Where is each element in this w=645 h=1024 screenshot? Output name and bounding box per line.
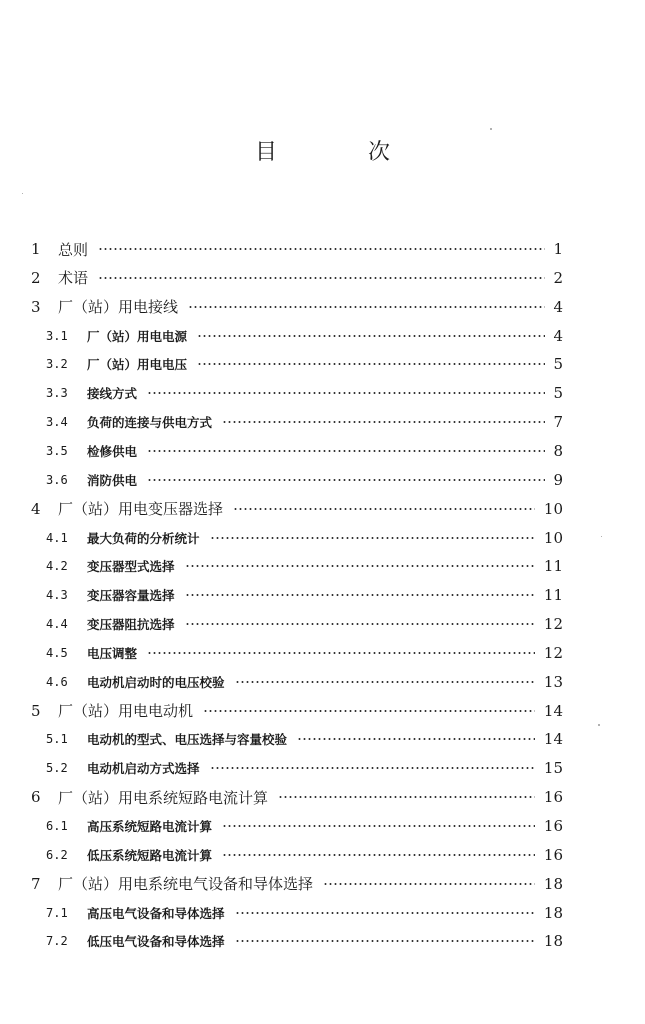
toc-entry-page: 11 [543, 586, 563, 605]
toc-entry-page: 12 [543, 615, 563, 634]
toc-entry-label: 低压系统短路电流计算 [87, 847, 213, 863]
toc-dot-leader [203, 710, 535, 712]
toc-entry-number: 2 [31, 268, 41, 287]
toc-section-row[interactable] [0, 640, 645, 666]
toc-section-row[interactable] [0, 553, 645, 579]
toc-dot-leader [210, 537, 535, 539]
toc-entry-label: 最大负荷的分析统计 [87, 530, 200, 546]
toc-dot-leader [278, 796, 535, 798]
toc-chapter-row[interactable] [0, 265, 645, 291]
toc-section-row[interactable] [0, 409, 645, 435]
toc-entry-page: 18 [543, 874, 563, 893]
toc-dot-leader [222, 421, 545, 423]
toc-dot-leader [197, 335, 545, 337]
toc-entry-page: 13 [543, 672, 563, 691]
toc-entry-page: 11 [543, 557, 563, 576]
toc-entry-label: 消防供电 [87, 472, 138, 488]
toc-entry-number: 3.5 [46, 443, 68, 458]
toc-dot-leader [147, 652, 535, 654]
toc-dot-leader [197, 363, 545, 365]
toc-entry-label: 厂（站）用电电压 [87, 357, 188, 373]
toc-entry-number: 4.5 [46, 645, 68, 660]
toc-entry-number: 6.2 [46, 847, 68, 862]
toc-entry-label: 负荷的连接与供电方式 [87, 415, 213, 431]
toc-entry-number: 6 [31, 788, 41, 807]
toc-dot-leader [185, 565, 535, 567]
toc-entry-label: 接线方式 [87, 386, 138, 402]
toc-section-row[interactable] [0, 351, 645, 377]
toc-dot-leader [210, 767, 535, 769]
toc-entry-page: 14 [543, 730, 563, 749]
toc-entry-label: 变压器型式选择 [87, 559, 175, 575]
toc-dot-leader [188, 306, 545, 308]
toc-section-row[interactable] [0, 380, 645, 406]
toc-section-row[interactable] [0, 755, 645, 781]
toc-dot-leader [185, 594, 535, 596]
toc-entry-label: 厂（站）用电电源 [87, 328, 188, 344]
scan-speck [598, 724, 600, 726]
toc-entry-page: 8 [553, 441, 563, 460]
toc-entry-number: 5.1 [46, 732, 68, 747]
toc-entry-number: 4.6 [46, 674, 68, 689]
scan-speck [490, 128, 492, 130]
toc-entry-label: 高压系统短路电流计算 [87, 819, 213, 834]
toc-dot-leader [98, 248, 545, 250]
toc-section-row[interactable] [0, 726, 645, 752]
toc-entry-number: 3.6 [46, 472, 68, 487]
toc-dot-leader [235, 912, 535, 914]
toc-entry-page: 7 [553, 413, 563, 432]
toc-entry-page: 15 [543, 759, 563, 778]
toc-dot-leader [185, 623, 535, 625]
scan-speck [601, 536, 602, 537]
toc-entry-page: 5 [553, 355, 563, 374]
toc-entry-page: 10 [543, 499, 563, 518]
toc-entry-page: 12 [543, 643, 563, 662]
toc-entry-number: 3.3 [46, 386, 68, 401]
toc-entry-label: 电动机启动时的电压校验 [87, 674, 225, 690]
toc-entry-number: 4.4 [46, 617, 68, 632]
toc-entry-label: 厂（站）用电系统电气设备和导体选择 [58, 875, 314, 894]
toc-chapter-row[interactable] [0, 784, 645, 810]
toc-entry-number: 4.2 [46, 559, 68, 574]
toc-entry-label: 电动机的型式、电压选择与容量校验 [87, 732, 288, 748]
toc-dot-leader [147, 450, 545, 452]
toc-entry-number: 3.4 [46, 415, 68, 430]
toc-section-row[interactable] [0, 813, 645, 839]
toc-entry-number: 5 [31, 701, 41, 720]
toc-entry-number: 4.3 [46, 588, 68, 603]
toc-entry-page: 14 [543, 701, 563, 720]
toc-entry-label: 变压器容量选择 [87, 588, 175, 604]
page-title: 目 次 [255, 140, 432, 165]
toc-section-row[interactable] [0, 842, 645, 868]
toc-dot-leader [233, 508, 535, 510]
toc-chapter-row[interactable] [0, 698, 645, 724]
toc-entry-page: 4 [553, 297, 563, 316]
toc-entry-label: 变压器阻抗选择 [87, 617, 175, 633]
toc-dot-leader [98, 277, 545, 279]
toc-entry-number: 7.2 [46, 934, 68, 949]
toc-dot-leader [222, 825, 535, 827]
toc-entry-page: 4 [553, 326, 563, 345]
toc-dot-leader [297, 738, 535, 740]
toc-section-row[interactable] [0, 438, 645, 464]
toc-entry-page: 18 [543, 903, 563, 922]
toc-entry-label: 高压电气设备和导体选择 [87, 905, 225, 921]
toc-section-row[interactable] [0, 582, 645, 608]
toc-dot-leader [235, 681, 535, 683]
toc-entry-label: 低压电气设备和导体选择 [87, 934, 225, 950]
toc-section-row[interactable] [0, 467, 645, 493]
toc-entry-label: 检修供电 [87, 443, 138, 459]
toc-entry-label: 总则 [58, 240, 89, 259]
toc-entry-label: 厂（站）用电变压器选择 [58, 500, 224, 519]
toc-dot-leader [235, 940, 535, 942]
toc-chapter-row[interactable] [0, 496, 645, 522]
toc-entry-label: 厂（站）用电系统短路电流计算 [58, 788, 269, 807]
toc-section-row[interactable] [0, 323, 645, 349]
toc-entry-label: 电动机启动方式选择 [87, 761, 200, 777]
toc-entry-number: 6.1 [46, 819, 68, 833]
scan-speck [22, 193, 23, 194]
toc-entry-number: 3 [31, 297, 41, 316]
toc-entry-page: 18 [543, 932, 563, 951]
toc-entry-number: 4.1 [46, 530, 68, 545]
toc-entry-page: 16 [543, 845, 563, 864]
toc-chapter-row[interactable] [0, 294, 645, 320]
toc-dot-leader [147, 479, 545, 481]
toc-entry-page: 16 [543, 788, 563, 807]
toc-entry-page: 5 [553, 384, 563, 403]
toc-entry-page: 1 [553, 240, 563, 258]
toc-dot-leader [222, 854, 535, 856]
toc-entry-number: 7 [31, 874, 41, 893]
toc-section-row[interactable] [0, 669, 645, 695]
toc-entry-number: 4 [31, 499, 41, 518]
toc-section-row[interactable] [0, 900, 645, 926]
toc-entry-number: 1 [31, 240, 41, 258]
toc-entry-number: 3.1 [46, 328, 68, 343]
toc-entry-number: 7.1 [46, 905, 68, 920]
toc-entry-label: 术语 [58, 269, 89, 288]
toc-entry-page: 9 [553, 470, 563, 489]
toc-dot-leader [147, 392, 545, 394]
toc-chapter-row[interactable] [0, 236, 645, 262]
toc-section-row[interactable] [0, 525, 645, 551]
toc-entry-label: 厂（站）用电电动机 [58, 702, 194, 721]
toc-entry-page: 10 [543, 528, 563, 547]
toc-entry-page: 16 [543, 817, 563, 835]
toc-dot-leader [323, 883, 535, 885]
toc-chapter-row[interactable] [0, 871, 645, 897]
toc-section-row[interactable] [0, 928, 645, 954]
toc-entry-number: 3.2 [46, 357, 68, 372]
toc-entry-label: 电压调整 [87, 645, 138, 661]
toc-entry-label: 厂（站）用电接线 [58, 298, 179, 317]
toc-entry-number: 5.2 [46, 761, 68, 776]
toc-entry-page: 2 [553, 268, 563, 287]
toc-section-row[interactable] [0, 611, 645, 637]
